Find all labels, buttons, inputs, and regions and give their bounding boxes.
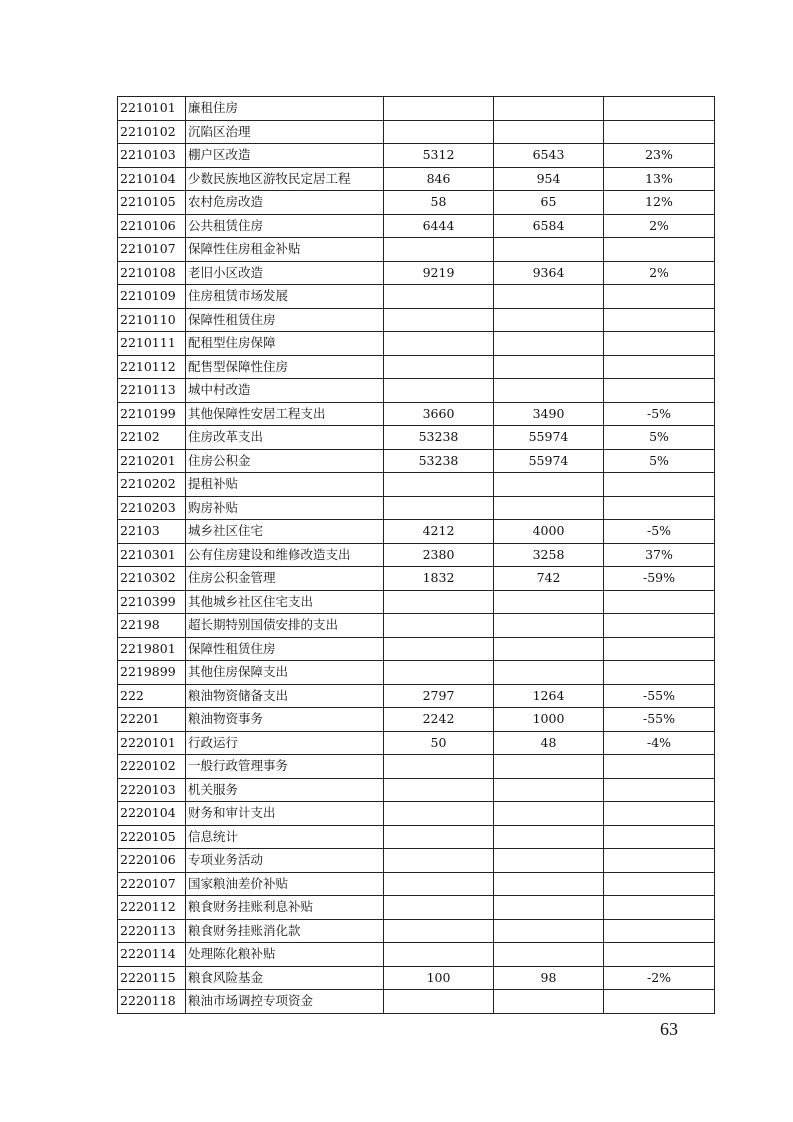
amount-b-cell: 55974 <box>494 426 604 450</box>
change-rate-cell: -55% <box>604 684 715 708</box>
account-code-cell: 2210111 <box>118 332 186 356</box>
account-code-cell: 2210199 <box>118 402 186 426</box>
change-rate-cell: 23% <box>604 144 715 168</box>
item-name-cell: 保障性租赁住房 <box>186 308 384 332</box>
account-code-cell: 2220114 <box>118 943 186 967</box>
table-row <box>118 238 715 262</box>
amount-b-cell: 4000 <box>494 520 604 544</box>
change-rate-cell <box>604 614 715 638</box>
table-row <box>118 285 715 309</box>
change-rate-cell <box>604 285 715 309</box>
account-code-cell: 2220118 <box>118 990 186 1014</box>
amount-b-cell: 1000 <box>494 708 604 732</box>
item-name-cell: 其他住房保障支出 <box>186 661 384 685</box>
item-name-cell: 机关服务 <box>186 778 384 802</box>
item-name-cell: 配售型保障性住房 <box>186 355 384 379</box>
change-rate-cell <box>604 802 715 826</box>
amount-b-cell: 98 <box>494 966 604 990</box>
amount-b-cell: 1264 <box>494 684 604 708</box>
amount-a-cell: 4212 <box>384 520 494 544</box>
account-code-cell: 2210108 <box>118 261 186 285</box>
change-rate-cell <box>604 778 715 802</box>
amount-a-cell: 6444 <box>384 214 494 238</box>
change-rate-cell <box>604 120 715 144</box>
amount-b-cell <box>494 473 604 497</box>
account-code-cell: 2220113 <box>118 919 186 943</box>
table-row <box>118 708 715 732</box>
table-row <box>118 990 715 1014</box>
amount-a-cell: 3660 <box>384 402 494 426</box>
amount-a-cell <box>384 379 494 403</box>
account-code-cell: 2220103 <box>118 778 186 802</box>
item-name-cell: 老旧小区改造 <box>186 261 384 285</box>
table-row <box>118 637 715 661</box>
item-name-cell: 粮油市场调控专项资金 <box>186 990 384 1014</box>
account-code-cell: 2210102 <box>118 120 186 144</box>
account-code-cell: 2210109 <box>118 285 186 309</box>
amount-b-cell: 742 <box>494 567 604 591</box>
amount-b-cell <box>494 379 604 403</box>
account-code-cell: 2210201 <box>118 449 186 473</box>
table-row <box>118 919 715 943</box>
account-code-cell: 2210203 <box>118 496 186 520</box>
change-rate-cell: -2% <box>604 966 715 990</box>
change-rate-cell <box>604 637 715 661</box>
account-code-cell: 2220105 <box>118 825 186 849</box>
account-code-cell: 2210101 <box>118 97 186 121</box>
account-code-cell: 2210202 <box>118 473 186 497</box>
amount-b-cell <box>494 637 604 661</box>
item-name-cell: 国家粮油差价补贴 <box>186 872 384 896</box>
table-row <box>118 661 715 685</box>
account-code-cell: 2210112 <box>118 355 186 379</box>
amount-b-cell: 3258 <box>494 543 604 567</box>
amount-a-cell <box>384 614 494 638</box>
amount-b-cell: 9364 <box>494 261 604 285</box>
change-rate-cell <box>604 473 715 497</box>
table-row <box>118 97 715 121</box>
amount-b-cell <box>494 872 604 896</box>
change-rate-cell <box>604 990 715 1014</box>
budget-table <box>117 96 715 1014</box>
item-name-cell: 专项业务活动 <box>186 849 384 873</box>
amount-a-cell <box>384 990 494 1014</box>
account-code-cell: 2220115 <box>118 966 186 990</box>
amount-b-cell <box>494 614 604 638</box>
table-row <box>118 896 715 920</box>
item-name-cell: 棚户区改造 <box>186 144 384 168</box>
change-rate-cell <box>604 97 715 121</box>
account-code-cell: 2219801 <box>118 637 186 661</box>
amount-a-cell <box>384 120 494 144</box>
change-rate-cell <box>604 872 715 896</box>
change-rate-cell: 5% <box>604 449 715 473</box>
change-rate-cell: -5% <box>604 402 715 426</box>
change-rate-cell: -59% <box>604 567 715 591</box>
amount-b-cell: 48 <box>494 731 604 755</box>
account-code-cell: 2210113 <box>118 379 186 403</box>
item-name-cell: 处理陈化粮补贴 <box>186 943 384 967</box>
amount-a-cell <box>384 802 494 826</box>
amount-b-cell <box>494 332 604 356</box>
amount-a-cell <box>384 637 494 661</box>
account-code-cell: 2220112 <box>118 896 186 920</box>
amount-b-cell: 55974 <box>494 449 604 473</box>
amount-b-cell: 65 <box>494 191 604 215</box>
amount-a-cell <box>384 308 494 332</box>
amount-a-cell: 9219 <box>384 261 494 285</box>
item-name-cell: 城中村改造 <box>186 379 384 403</box>
change-rate-cell: -4% <box>604 731 715 755</box>
amount-a-cell <box>384 778 494 802</box>
table-row <box>118 849 715 873</box>
amount-a-cell <box>384 661 494 685</box>
amount-a-cell <box>384 496 494 520</box>
account-code-cell: 222 <box>118 684 186 708</box>
table-row <box>118 802 715 826</box>
amount-b-cell: 954 <box>494 167 604 191</box>
amount-b-cell <box>494 802 604 826</box>
item-name-cell: 农村危房改造 <box>186 191 384 215</box>
change-rate-cell: 5% <box>604 426 715 450</box>
change-rate-cell <box>604 943 715 967</box>
amount-a-cell <box>384 238 494 262</box>
table-row <box>118 567 715 591</box>
account-code-cell: 22102 <box>118 426 186 450</box>
amount-b-cell <box>494 943 604 967</box>
account-code-cell: 2210301 <box>118 543 186 567</box>
amount-b-cell <box>494 825 604 849</box>
amount-a-cell <box>384 849 494 873</box>
item-name-cell: 粮食财务挂账利息补贴 <box>186 896 384 920</box>
item-name-cell: 粮油物资事务 <box>186 708 384 732</box>
amount-a-cell: 100 <box>384 966 494 990</box>
amount-a-cell <box>384 355 494 379</box>
amount-a-cell <box>384 473 494 497</box>
amount-a-cell <box>384 943 494 967</box>
table-row <box>118 872 715 896</box>
change-rate-cell <box>604 590 715 614</box>
amount-a-cell: 53238 <box>384 426 494 450</box>
table-row <box>118 261 715 285</box>
account-code-cell: 2210103 <box>118 144 186 168</box>
amount-b-cell <box>494 778 604 802</box>
amount-b-cell <box>494 238 604 262</box>
table-row <box>118 426 715 450</box>
change-rate-cell <box>604 919 715 943</box>
amount-a-cell: 50 <box>384 731 494 755</box>
item-name-cell: 公有住房建设和维修改造支出 <box>186 543 384 567</box>
change-rate-cell: 13% <box>604 167 715 191</box>
item-name-cell: 少数民族地区游牧民定居工程 <box>186 167 384 191</box>
account-code-cell: 2210106 <box>118 214 186 238</box>
amount-b-cell <box>494 285 604 309</box>
amount-b-cell <box>494 990 604 1014</box>
account-code-cell: 2210105 <box>118 191 186 215</box>
item-name-cell: 其他保障性安居工程支出 <box>186 402 384 426</box>
item-name-cell: 住房改革支出 <box>186 426 384 450</box>
amount-b-cell <box>494 919 604 943</box>
change-rate-cell <box>604 849 715 873</box>
budget-table-body <box>118 97 715 1014</box>
account-code-cell: 2220104 <box>118 802 186 826</box>
table-row <box>118 731 715 755</box>
table-row <box>118 308 715 332</box>
account-code-cell: 2220106 <box>118 849 186 873</box>
amount-a-cell <box>384 825 494 849</box>
table-row <box>118 120 715 144</box>
amount-a-cell: 2380 <box>384 543 494 567</box>
table-row <box>118 943 715 967</box>
amount-b-cell <box>494 755 604 779</box>
table-row <box>118 449 715 473</box>
amount-a-cell <box>384 919 494 943</box>
item-name-cell: 沉陷区治理 <box>186 120 384 144</box>
item-name-cell: 超长期特别国债安排的支出 <box>186 614 384 638</box>
item-name-cell: 一般行政管理事务 <box>186 755 384 779</box>
account-code-cell: 2219899 <box>118 661 186 685</box>
amount-b-cell: 6543 <box>494 144 604 168</box>
amount-b-cell <box>494 590 604 614</box>
item-name-cell: 信息统计 <box>186 825 384 849</box>
item-name-cell: 提租补贴 <box>186 473 384 497</box>
amount-a-cell <box>384 755 494 779</box>
amount-b-cell <box>494 896 604 920</box>
account-code-cell: 2220107 <box>118 872 186 896</box>
item-name-cell: 财务和审计支出 <box>186 802 384 826</box>
account-code-cell: 22201 <box>118 708 186 732</box>
account-code-cell: 22103 <box>118 520 186 544</box>
amount-a-cell: 58 <box>384 191 494 215</box>
amount-a-cell <box>384 285 494 309</box>
item-name-cell: 住房公积金管理 <box>186 567 384 591</box>
change-rate-cell: 37% <box>604 543 715 567</box>
amount-a-cell <box>384 872 494 896</box>
item-name-cell: 配租型住房保障 <box>186 332 384 356</box>
amount-b-cell <box>494 120 604 144</box>
amount-b-cell <box>494 496 604 520</box>
item-name-cell: 粮食风险基金 <box>186 966 384 990</box>
amount-a-cell <box>384 97 494 121</box>
amount-b-cell <box>494 97 604 121</box>
item-name-cell: 住房租赁市场发展 <box>186 285 384 309</box>
change-rate-cell <box>604 308 715 332</box>
table-row <box>118 191 715 215</box>
change-rate-cell <box>604 238 715 262</box>
change-rate-cell <box>604 755 715 779</box>
page-number: 63 <box>660 1019 678 1039</box>
table-row <box>118 402 715 426</box>
table-row <box>118 825 715 849</box>
table-row <box>118 332 715 356</box>
account-code-cell: 2210104 <box>118 167 186 191</box>
change-rate-cell: 12% <box>604 191 715 215</box>
item-name-cell: 购房补贴 <box>186 496 384 520</box>
table-row <box>118 755 715 779</box>
change-rate-cell <box>604 661 715 685</box>
table-row <box>118 496 715 520</box>
table-row <box>118 684 715 708</box>
account-code-cell: 2210107 <box>118 238 186 262</box>
amount-b-cell <box>494 355 604 379</box>
amount-a-cell: 846 <box>384 167 494 191</box>
amount-a-cell <box>384 332 494 356</box>
account-code-cell: 22198 <box>118 614 186 638</box>
account-code-cell: 2220101 <box>118 731 186 755</box>
change-rate-cell <box>604 379 715 403</box>
account-code-cell: 2210110 <box>118 308 186 332</box>
item-name-cell: 粮油物资储备支出 <box>186 684 384 708</box>
amount-a-cell: 5312 <box>384 144 494 168</box>
item-name-cell: 保障性住房租金补贴 <box>186 238 384 262</box>
table-row <box>118 590 715 614</box>
change-rate-cell <box>604 825 715 849</box>
change-rate-cell: 2% <box>604 214 715 238</box>
table-row <box>118 355 715 379</box>
change-rate-cell <box>604 896 715 920</box>
account-code-cell: 2220102 <box>118 755 186 779</box>
table-row <box>118 614 715 638</box>
item-name-cell: 其他城乡社区住宅支出 <box>186 590 384 614</box>
change-rate-cell <box>604 355 715 379</box>
item-name-cell: 廉租住房 <box>186 97 384 121</box>
table-row <box>118 379 715 403</box>
amount-b-cell <box>494 661 604 685</box>
table-row <box>118 520 715 544</box>
item-name-cell: 城乡社区住宅 <box>186 520 384 544</box>
item-name-cell: 行政运行 <box>186 731 384 755</box>
table-row <box>118 543 715 567</box>
amount-a-cell: 1832 <box>384 567 494 591</box>
change-rate-cell: -55% <box>604 708 715 732</box>
amount-a-cell: 53238 <box>384 449 494 473</box>
change-rate-cell: 2% <box>604 261 715 285</box>
change-rate-cell <box>604 496 715 520</box>
table-row <box>118 778 715 802</box>
item-name-cell: 保障性租赁住房 <box>186 637 384 661</box>
amount-a-cell <box>384 590 494 614</box>
account-code-cell: 2210302 <box>118 567 186 591</box>
account-code-cell: 2210399 <box>118 590 186 614</box>
amount-b-cell: 6584 <box>494 214 604 238</box>
amount-a-cell: 2242 <box>384 708 494 732</box>
amount-b-cell: 3490 <box>494 402 604 426</box>
item-name-cell: 粮食财务挂账消化款 <box>186 919 384 943</box>
table-row <box>118 144 715 168</box>
amount-b-cell <box>494 308 604 332</box>
change-rate-cell: -5% <box>604 520 715 544</box>
table-row <box>118 966 715 990</box>
table-row <box>118 214 715 238</box>
item-name-cell: 住房公积金 <box>186 449 384 473</box>
table-row <box>118 473 715 497</box>
table-row <box>118 167 715 191</box>
amount-a-cell: 2797 <box>384 684 494 708</box>
item-name-cell: 公共租赁住房 <box>186 214 384 238</box>
amount-b-cell <box>494 849 604 873</box>
change-rate-cell <box>604 332 715 356</box>
amount-a-cell <box>384 896 494 920</box>
